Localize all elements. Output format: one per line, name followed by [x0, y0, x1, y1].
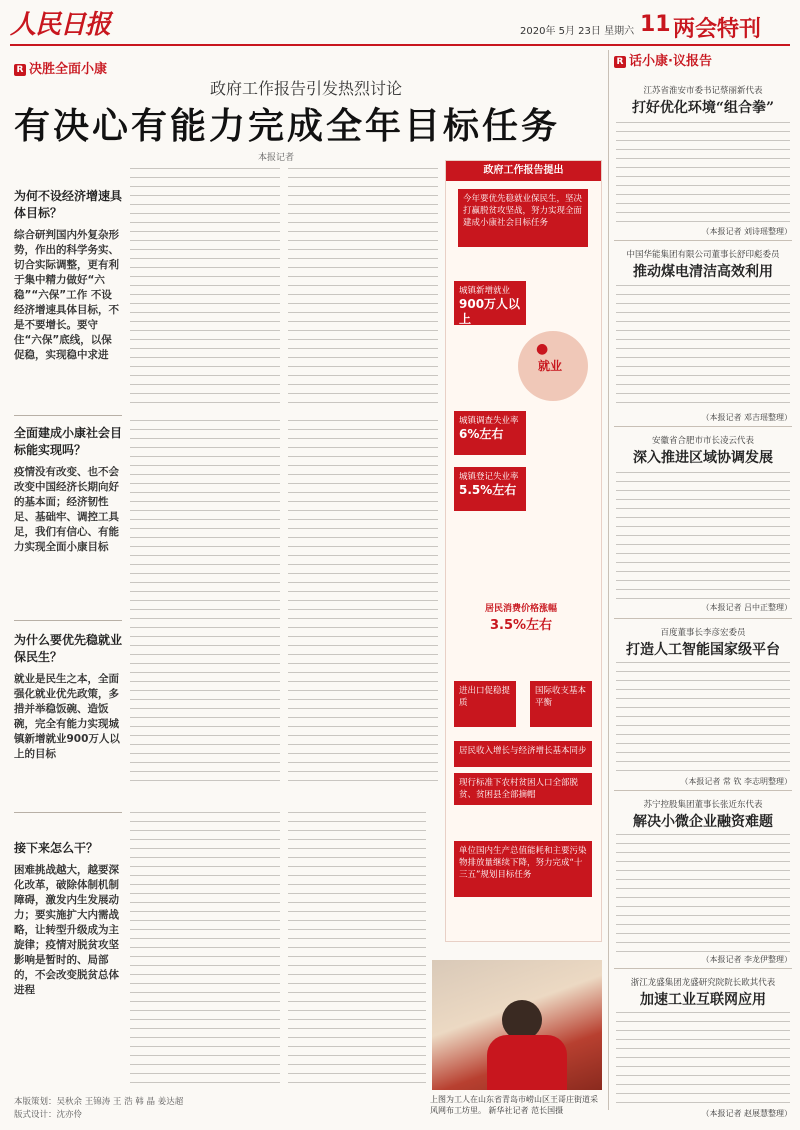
- right-section-label: R 话小康·议报告: [614, 50, 712, 69]
- article-text-block: [288, 168, 438, 410]
- divider: [14, 415, 122, 416]
- photo-caption: 上图为工人在山东省青岛市崂山区王哥庄街道采风网布工坊里。 新华社记者 范长国摄: [430, 1095, 598, 1115]
- r-badge-icon: R: [14, 64, 26, 76]
- infographic-box: 现行标准下农村贫困人口全部脱贫、贫困县全部摘帽: [454, 773, 592, 805]
- infographic-box: 今年要优先稳就业保民生，坚决打赢脱贫攻坚战，努力实现全面建成小康社会目标任务: [458, 189, 588, 247]
- opinion-text: [616, 122, 790, 224]
- opinion-title: 深入推进区域协调发展: [633, 450, 773, 466]
- reporter-byline: 本报记者: [258, 153, 295, 163]
- opinion-editor: （本报记者 邓吉瑶整理）: [701, 413, 792, 422]
- page-credits: 本版策划：吴秋余 王锦涛 王 浩 韩 晶 姜达超 版式设计：沈亦伶: [14, 1097, 184, 1120]
- article-text-block: [288, 420, 438, 785]
- opinion-title: 推动煤电清洁高效利用: [633, 264, 773, 280]
- page-number: 11: [640, 12, 671, 37]
- opinion-text: [616, 1012, 790, 1104]
- masthead-rule: [10, 44, 790, 46]
- question-block-1: [14, 188, 122, 363]
- opinion-author-role: 中国华能集团有限公司董事长舒印彪委员: [626, 250, 780, 260]
- question-block-3: [14, 632, 122, 762]
- opinion-text: [616, 662, 790, 774]
- infographic-header: 政府工作报告提出: [446, 161, 601, 181]
- divider: [14, 620, 122, 621]
- infographic-panel: [445, 160, 602, 942]
- article-text-block: [130, 168, 280, 410]
- infographic-box: 国际收支基本平衡: [530, 681, 592, 727]
- article-text-block: [130, 812, 280, 1087]
- question-answer: 综合研判国内外复杂形势，作出的科学务实、切合实际调整，更有利于集中精力做好“六稳”“六保”工作 不设经济增速具体目标，不是不要增长。要守住“六保”底线，以保促稳，实现稳中求进: [14, 229, 119, 361]
- opinion-editor: （本报记者 刘诗瑶整理）: [701, 227, 792, 236]
- opinion-title: 解决小微企业融资难题: [633, 814, 773, 830]
- divider: [614, 426, 792, 427]
- headline-kicker: 政府工作报告引发热烈讨论: [210, 79, 403, 98]
- question-answer: 疫情没有改变、也不会改变中国经济长期向好的基本面；经济韧性足、基础牢、调控工具足，我们有信心、有能力实现全面小康目标: [14, 466, 119, 553]
- r-badge-icon: R: [614, 56, 626, 68]
- infographic-box: 居民收入增长与经济增长基本同步: [454, 741, 592, 767]
- infographic-box: 城镇登记失业率 5.5%左右: [454, 467, 526, 511]
- newspaper-logo: 人民日报: [10, 10, 111, 40]
- article-text-block: [130, 420, 280, 785]
- person-icon: ●: [536, 341, 549, 357]
- opinion-author-role: 江苏省淮安市委书记蔡丽新代表: [643, 86, 763, 96]
- divider: [14, 812, 122, 813]
- opinion-text: [616, 472, 790, 600]
- opinion-editor: （本报记者 常 钦 李志明整理）: [680, 777, 792, 786]
- divider: [614, 790, 792, 791]
- divider: [614, 618, 792, 619]
- employment-label: 就业: [538, 359, 563, 373]
- opinion-editor: （本报记者 李龙伊整理）: [701, 955, 792, 964]
- infographic-box: 进出口促稳提质: [454, 681, 516, 727]
- divider: [614, 968, 792, 969]
- worker-figure: [502, 1000, 542, 1040]
- infographic-box: 城镇调查失业率 6%左右: [454, 411, 526, 455]
- question-title: 接下来怎么干？: [14, 841, 99, 855]
- opinion-title: 加速工业互联网应用: [640, 992, 766, 1008]
- opinion-editor: （本报记者 赵展慧整理）: [701, 1109, 792, 1118]
- opinion-text: [616, 285, 790, 410]
- question-answer: 困难挑战越大，越要深化改革，破除体制机制障碍，激发内生发展动力；要实施扩大内需战略，让转型升级成为主旋律；疫情对脱贫攻坚影响是暂时的、局部的，不会改变脱贫总体进程: [14, 864, 119, 996]
- question-answer: 就业是民生之本，全面强化就业优先政策，多措并举稳饭碗、造饭碗，完全有能力实现城镇新增就业900万人以上的目标: [14, 673, 120, 760]
- opinion-text: [616, 834, 790, 952]
- section-label: R 决胜全面小康: [14, 58, 107, 77]
- infographic-box: 城镇新增就业 900万人以上: [454, 281, 526, 325]
- question-block-2: [14, 425, 122, 555]
- opinion-author-role: 安徽省合肥市市长凌云代表: [651, 436, 754, 446]
- opinion-title: 打造人工智能国家级平台: [626, 642, 780, 658]
- question-title: 全面建成小康社会目标能实现吗？: [14, 426, 123, 457]
- article-text-block: [288, 812, 426, 1087]
- page-section-title: 两会特刊: [673, 17, 762, 42]
- opinion-title: 打好优化环境“组合拳”: [631, 100, 775, 116]
- question-block-4: [14, 840, 122, 998]
- opinion-author-role: 苏宁控股集团董事长张近东代表: [643, 800, 763, 810]
- opinion-editor: （本报记者 吕中正整理）: [701, 603, 792, 612]
- news-photo: [432, 960, 602, 1090]
- cpi-label: 居民消费价格涨幅 3.5%左右: [484, 604, 557, 633]
- question-title: 为什么要优先稳就业保民生？: [14, 633, 123, 664]
- issue-date: 2020年 5月 23日 星期六: [520, 26, 635, 37]
- column-divider: [608, 50, 609, 1110]
- infographic-box: 单位国内生产总值能耗和主要污染物排放量继续下降，努力完成“十三五”规划目标任务: [454, 841, 592, 897]
- opinion-author-role: 百度董事长李彦宏委员: [660, 628, 746, 638]
- opinion-author-role: 浙江龙盛集团龙盛研究院院长欧其代表: [630, 978, 776, 988]
- worker-body: [487, 1035, 567, 1090]
- divider: [614, 240, 792, 241]
- main-headline: 有决心有能力完成全年目标任务: [14, 105, 561, 147]
- question-title: 为何不设经济增速具体目标？: [14, 189, 123, 220]
